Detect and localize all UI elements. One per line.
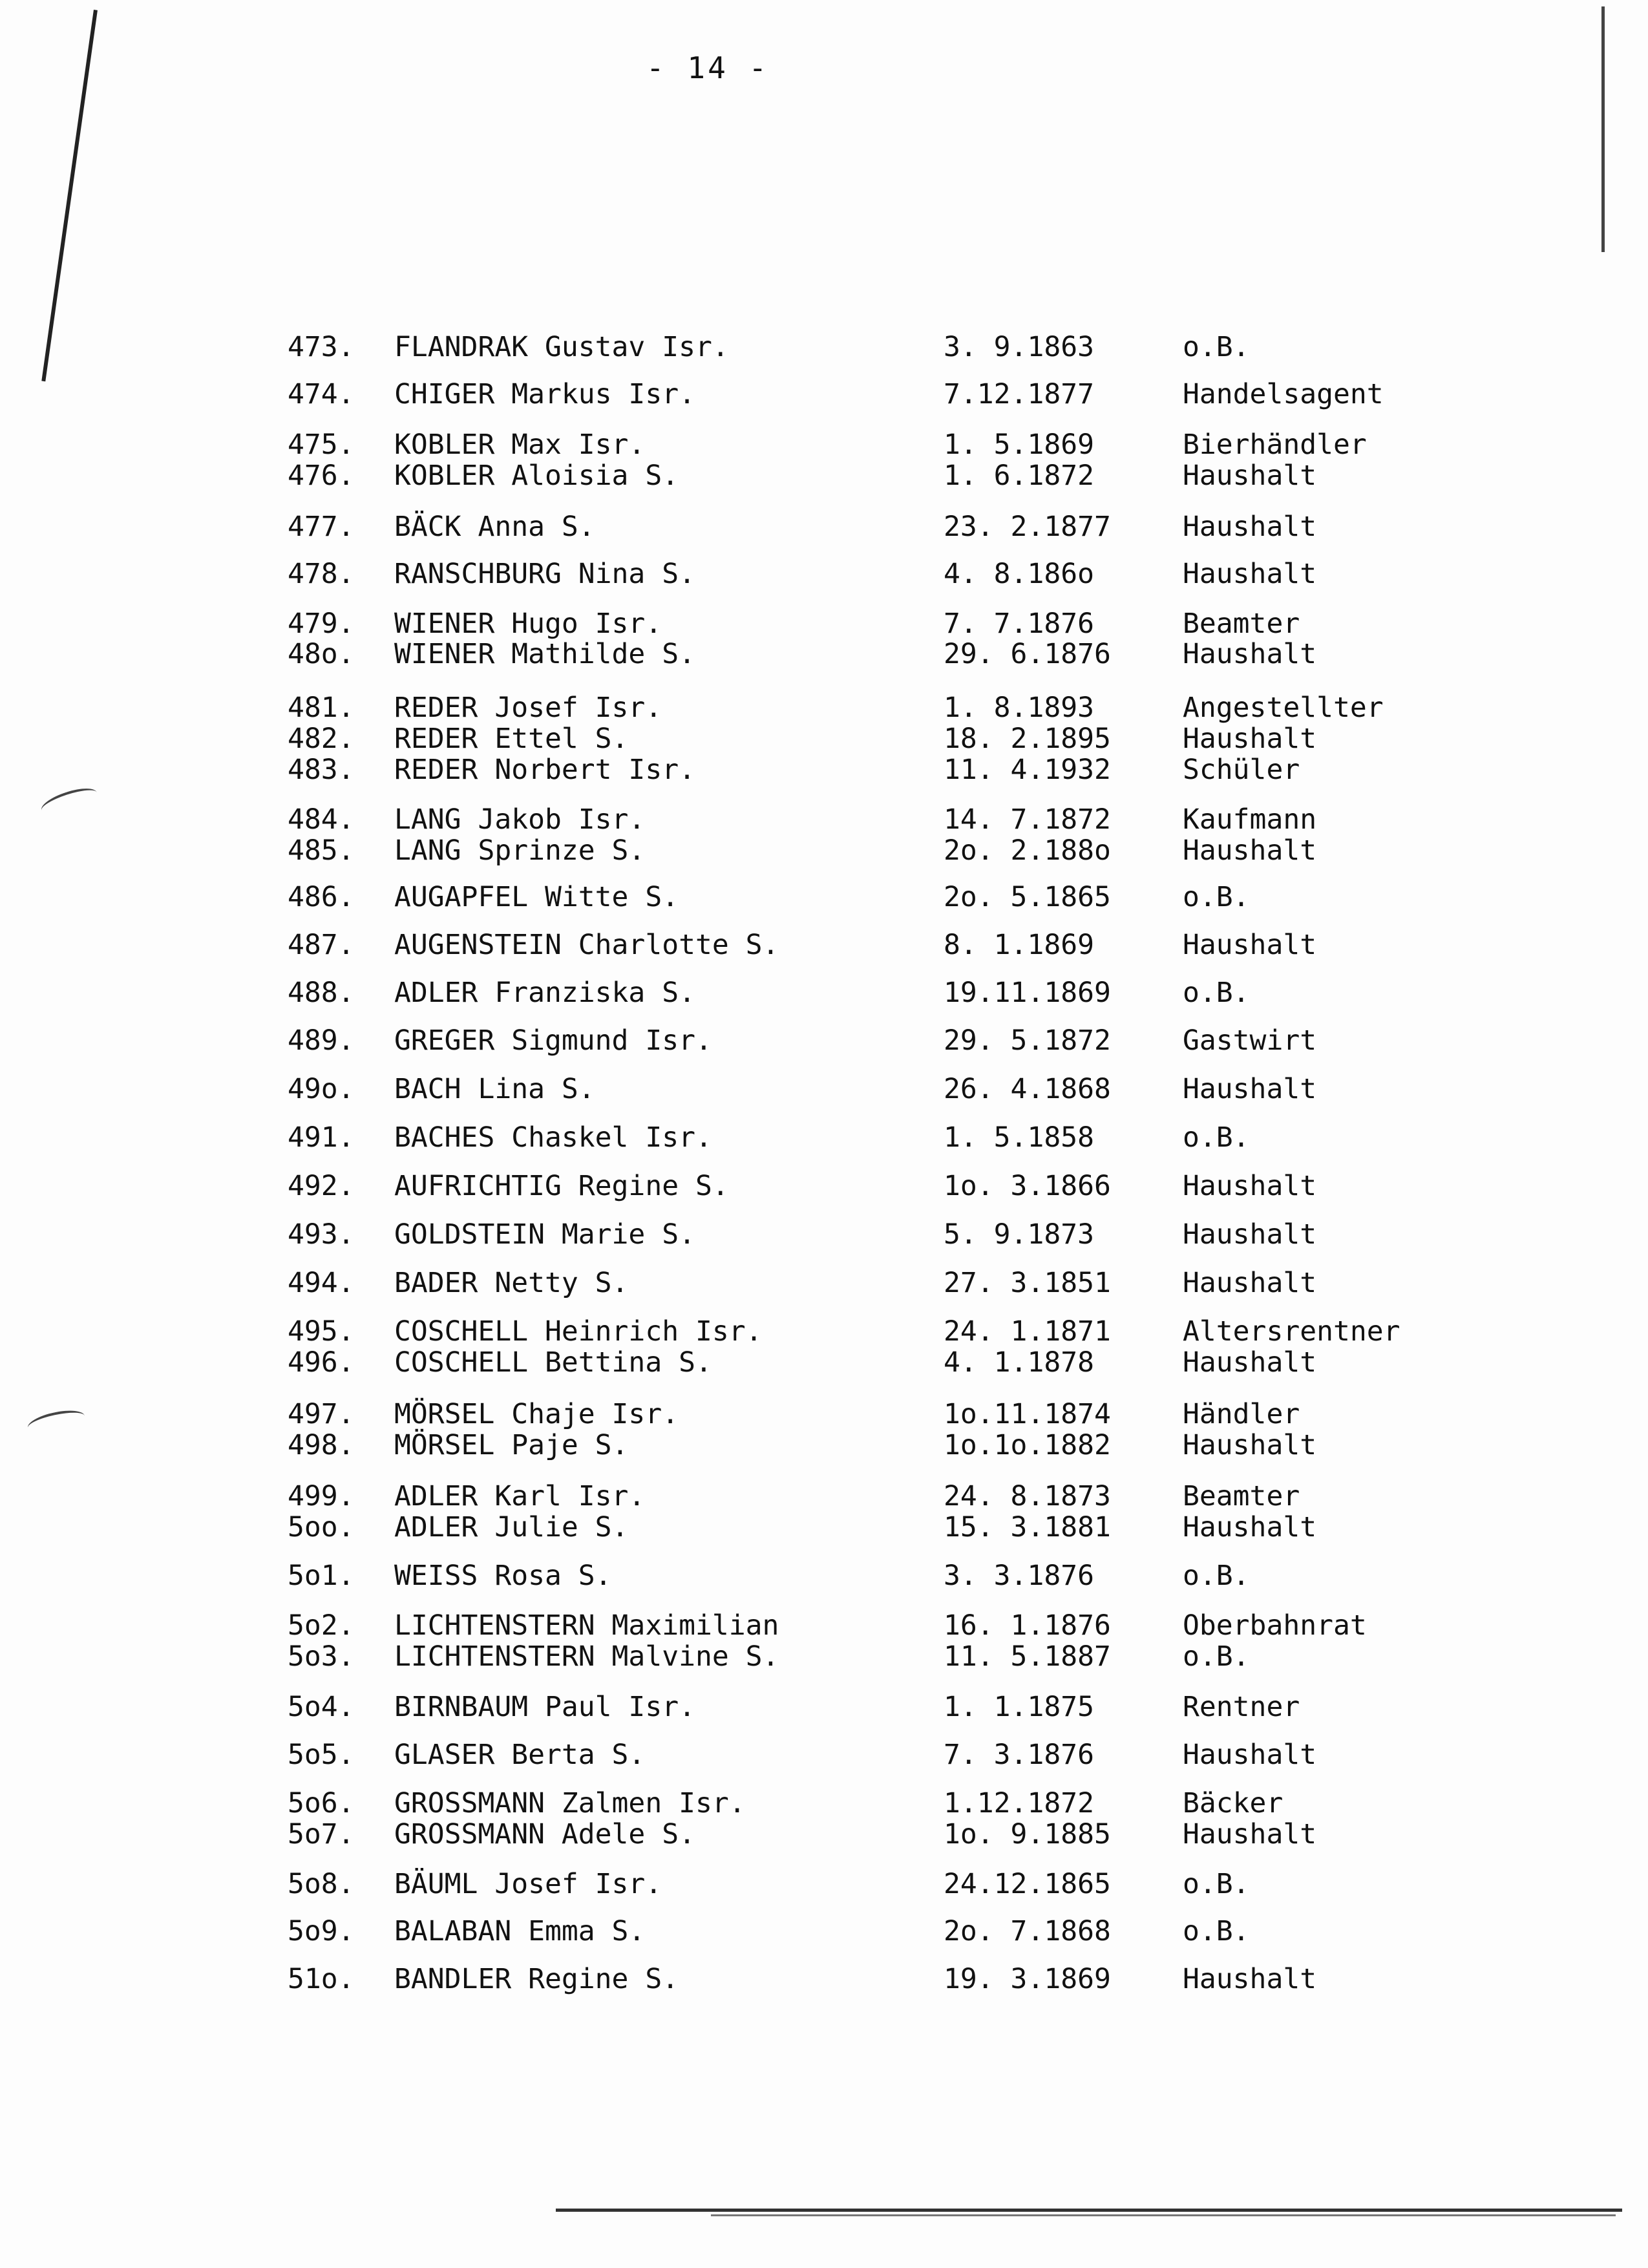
entry-name: GLASER Berta S.: [394, 1739, 646, 1771]
entry-date: 11. 5.1887: [944, 1640, 1111, 1673]
entry-number: 494.: [288, 1267, 355, 1299]
entry-row: [0, 1070, 1648, 1108]
entry-number: 5o2.: [288, 1609, 355, 1642]
entry-name: WIENER Hugo Isr.: [394, 608, 662, 640]
entry-occupation: Haushalt: [1183, 1511, 1317, 1543]
entry-occupation: Kaufmann: [1183, 803, 1317, 836]
entry-number: 498.: [288, 1429, 355, 1461]
entry-number: 5o1.: [288, 1560, 355, 1592]
entry-number: 483.: [288, 754, 355, 786]
entry-date: 4. 1.1878: [944, 1346, 1094, 1379]
entry-name: AUFRICHTIG Regine S.: [394, 1170, 729, 1202]
entry-row: [0, 1815, 1648, 1854]
entry-occupation: Haushalt: [1183, 1073, 1317, 1105]
entry-occupation: o.B.: [1183, 1560, 1250, 1592]
entry-date: 1.12.1872: [944, 1787, 1094, 1819]
entry-occupation: Schüler: [1183, 754, 1300, 786]
entry-occupation: Handelsagent: [1183, 378, 1384, 410]
entry-date: 11. 4.1932: [944, 754, 1111, 786]
entry-name: WEISS Rosa S.: [394, 1560, 612, 1592]
entry-name: AUGENSTEIN Charlotte S.: [394, 929, 779, 961]
entry-name: AUGAPFEL Witte S.: [394, 881, 679, 913]
entry-name: GREGER Sigmund Isr.: [394, 1024, 712, 1057]
entry-date: 2o. 5.1865: [944, 881, 1111, 913]
entry-occupation: Haushalt: [1183, 511, 1317, 543]
entry-number: 497.: [288, 1398, 355, 1430]
entry-date: 24. 8.1873: [944, 1480, 1111, 1512]
entry-occupation: Haushalt: [1183, 1429, 1317, 1461]
entry-row: [0, 750, 1648, 789]
entry-occupation: o.B.: [1183, 1121, 1250, 1154]
entry-number: 489.: [288, 1024, 355, 1057]
entry-occupation: Angestellter: [1183, 692, 1384, 724]
entry-number: 493.: [288, 1218, 355, 1251]
entry-row: [0, 555, 1648, 593]
entry-occupation: o.B.: [1183, 331, 1250, 363]
entry-number: 496.: [288, 1346, 355, 1379]
entry-occupation: Haushalt: [1183, 1267, 1317, 1299]
entry-occupation: o.B.: [1183, 977, 1250, 1009]
entry-number: 479.: [288, 608, 355, 640]
entry-date: 16. 1.1876: [944, 1609, 1111, 1642]
entry-occupation: o.B.: [1183, 1640, 1250, 1673]
entry-occupation: Haushalt: [1183, 558, 1317, 590]
entry-name: BÄCK Anna S.: [394, 511, 595, 543]
entry-name: RANSCHBURG Nina S.: [394, 558, 695, 590]
entry-occupation: o.B.: [1183, 1868, 1250, 1900]
entry-row: [0, 1167, 1648, 1205]
entry-row: [0, 878, 1648, 917]
entry-number: 5o8.: [288, 1868, 355, 1900]
entry-name: ADLER Franziska S.: [394, 977, 695, 1009]
entry-row: [0, 328, 1648, 366]
entry-occupation: Haushalt: [1183, 1218, 1317, 1251]
entry-occupation: Bäcker: [1183, 1787, 1284, 1819]
entry-name: LICHTENSTERN Maximilian: [394, 1609, 779, 1642]
entry-row: [0, 1556, 1648, 1595]
entry-number: 482.: [288, 723, 355, 755]
entry-name: GROSSMANN Adele S.: [394, 1818, 695, 1850]
entry-name: BACH Lina S.: [394, 1073, 595, 1105]
entry-occupation: Haushalt: [1183, 1739, 1317, 1771]
entry-date: 14. 7.1872: [944, 803, 1111, 836]
entry-occupation: Haushalt: [1183, 460, 1317, 492]
entry-name: ADLER Julie S.: [394, 1511, 629, 1543]
entry-row: [0, 1215, 1648, 1254]
entry-name: GOLDSTEIN Marie S.: [394, 1218, 695, 1251]
entry-row: [0, 1426, 1648, 1465]
entry-name: LANG Jakob Isr.: [394, 803, 646, 836]
entry-occupation: Haushalt: [1183, 1346, 1317, 1379]
entry-row: [0, 635, 1648, 673]
entry-date: 1. 5.1858: [944, 1121, 1094, 1154]
entry-name: BADER Netty S.: [394, 1267, 629, 1299]
entry-occupation: Händler: [1183, 1398, 1300, 1430]
entry-name: REDER Norbert Isr.: [394, 754, 695, 786]
entry-row: [0, 1735, 1648, 1774]
entry-number: 477.: [288, 511, 355, 543]
entry-date: 1. 1.1875: [944, 1691, 1094, 1723]
entry-date: 1o.11.1874: [944, 1398, 1111, 1430]
entry-date: 3. 9.1863: [944, 331, 1094, 363]
entry-row: [0, 1865, 1648, 1903]
entry-name: MÖRSEL Chaje Isr.: [394, 1398, 679, 1430]
entry-occupation: Beamter: [1183, 608, 1300, 640]
entry-row: [0, 507, 1648, 546]
entry-number: 478.: [288, 558, 355, 590]
entry-number: 5o5.: [288, 1739, 355, 1771]
entry-number: 475.: [288, 429, 355, 461]
entry-name: BALABAN Emma S.: [394, 1915, 646, 1947]
entry-row: [0, 1021, 1648, 1060]
entry-name: LANG Sprinze S.: [394, 834, 646, 867]
entry-occupation: o.B.: [1183, 881, 1250, 913]
entry-date: 4. 8.186o: [944, 558, 1094, 590]
entry-name: GROSSMANN Zalmen Isr.: [394, 1787, 746, 1819]
entry-date: 7. 7.1876: [944, 608, 1094, 640]
entry-number: 485.: [288, 834, 355, 867]
entry-occupation: Haushalt: [1183, 834, 1317, 867]
entry-name: MÖRSEL Paje S.: [394, 1429, 629, 1461]
entry-row: [0, 1912, 1648, 1951]
entry-date: 2o. 2.188o: [944, 834, 1111, 867]
entry-number: 473.: [288, 331, 355, 363]
entry-occupation: Haushalt: [1183, 1170, 1317, 1202]
entry-date: 24. 1.1871: [944, 1315, 1111, 1348]
entry-number: 5oo.: [288, 1511, 355, 1543]
entry-row: [0, 973, 1648, 1012]
entry-occupation: Haushalt: [1183, 723, 1317, 755]
entry-date: 18. 2.1895: [944, 723, 1111, 755]
entry-row: [0, 375, 1648, 414]
entry-name: BANDLER Regine S.: [394, 1963, 679, 1995]
entry-row: [0, 831, 1648, 870]
entry-name: COSCHELL Bettina S.: [394, 1346, 712, 1379]
entry-number: 495.: [288, 1315, 355, 1348]
entry-date: 29. 6.1876: [944, 638, 1111, 670]
entry-row: [0, 1960, 1648, 1998]
entry-number: 481.: [288, 692, 355, 724]
entry-name: KOBLER Aloisia S.: [394, 460, 679, 492]
entry-name: WIENER Mathilde S.: [394, 638, 695, 670]
entry-date: 19. 3.1869: [944, 1963, 1111, 1995]
entry-date: 19.11.1869: [944, 977, 1111, 1009]
entry-name: CHIGER Markus Isr.: [394, 378, 695, 410]
entry-date: 7.12.1877: [944, 378, 1094, 410]
entry-date: 7. 3.1876: [944, 1739, 1094, 1771]
page-number: - 14 -: [646, 50, 770, 85]
entry-number: 488.: [288, 977, 355, 1009]
entry-occupation: Rentner: [1183, 1691, 1300, 1723]
entry-name: ADLER Karl Isr.: [394, 1480, 646, 1512]
entry-name: LICHTENSTERN Malvine S.: [394, 1640, 779, 1673]
entry-date: 1o. 9.1885: [944, 1818, 1111, 1850]
entry-name: KOBLER Max Isr.: [394, 429, 646, 461]
entry-date: 8. 1.1869: [944, 929, 1094, 961]
entry-number: 5o4.: [288, 1691, 355, 1723]
entry-row: [0, 1343, 1648, 1382]
entry-number: 5o9.: [288, 1915, 355, 1947]
entry-number: 474.: [288, 378, 355, 410]
entry-row: [0, 456, 1648, 495]
entry-occupation: Bierhändler: [1183, 429, 1367, 461]
entry-date: 26. 4.1868: [944, 1073, 1111, 1105]
entry-date: 2o. 7.1868: [944, 1915, 1111, 1947]
entry-name: FLANDRAK Gustav Isr.: [394, 331, 729, 363]
entry-occupation: Haushalt: [1183, 638, 1317, 670]
entry-row: [0, 926, 1648, 964]
entry-date: 1o.1o.1882: [944, 1429, 1111, 1461]
entry-name: BÄUML Josef Isr.: [394, 1868, 662, 1900]
entry-number: 491.: [288, 1121, 355, 1154]
entry-occupation: Gastwirt: [1183, 1024, 1317, 1057]
entry-date: 5. 9.1873: [944, 1218, 1094, 1251]
entry-row: [0, 1508, 1648, 1547]
entry-number: 484.: [288, 803, 355, 836]
entry-occupation: Haushalt: [1183, 1963, 1317, 1995]
entry-occupation: Oberbahnrat: [1183, 1609, 1367, 1642]
entry-date: 24.12.1865: [944, 1868, 1111, 1900]
entry-occupation: Beamter: [1183, 1480, 1300, 1512]
entry-row: [0, 1264, 1648, 1302]
entry-number: 476.: [288, 460, 355, 492]
entry-date: 1. 5.1869: [944, 429, 1094, 461]
entry-date: 23. 2.1877: [944, 511, 1111, 543]
entry-number: 49o.: [288, 1073, 355, 1105]
entry-row: [0, 1688, 1648, 1726]
entry-date: 1. 6.1872: [944, 460, 1094, 492]
entry-date: 15. 3.1881: [944, 1511, 1111, 1543]
entry-occupation: Altersrentner: [1183, 1315, 1400, 1348]
entry-name: REDER Josef Isr.: [394, 692, 662, 724]
entry-number: 5o6.: [288, 1787, 355, 1819]
entry-number: 5o7.: [288, 1818, 355, 1850]
entry-name: COSCHELL Heinrich Isr.: [394, 1315, 763, 1348]
entry-name: BIRNBAUM Paul Isr.: [394, 1691, 695, 1723]
entry-row: [0, 1118, 1648, 1157]
entry-number: 48o.: [288, 638, 355, 670]
entry-occupation: Haushalt: [1183, 929, 1317, 961]
entry-number: 487.: [288, 929, 355, 961]
entry-date: 1. 8.1893: [944, 692, 1094, 724]
entry-date: 3. 3.1876: [944, 1560, 1094, 1592]
entry-number: 492.: [288, 1170, 355, 1202]
entry-date: 29. 5.1872: [944, 1024, 1111, 1057]
entry-occupation: o.B.: [1183, 1915, 1250, 1947]
entry-number: 486.: [288, 881, 355, 913]
entry-name: BACHES Chaskel Isr.: [394, 1121, 712, 1154]
entry-name: REDER Ettel S.: [394, 723, 629, 755]
entry-number: 51o.: [288, 1963, 355, 1995]
entry-number: 499.: [288, 1480, 355, 1512]
entry-row: [0, 1637, 1648, 1676]
entry-date: 1o. 3.1866: [944, 1170, 1111, 1202]
entry-occupation: Haushalt: [1183, 1818, 1317, 1850]
entry-date: 27. 3.1851: [944, 1267, 1111, 1299]
entry-number: 5o3.: [288, 1640, 355, 1673]
